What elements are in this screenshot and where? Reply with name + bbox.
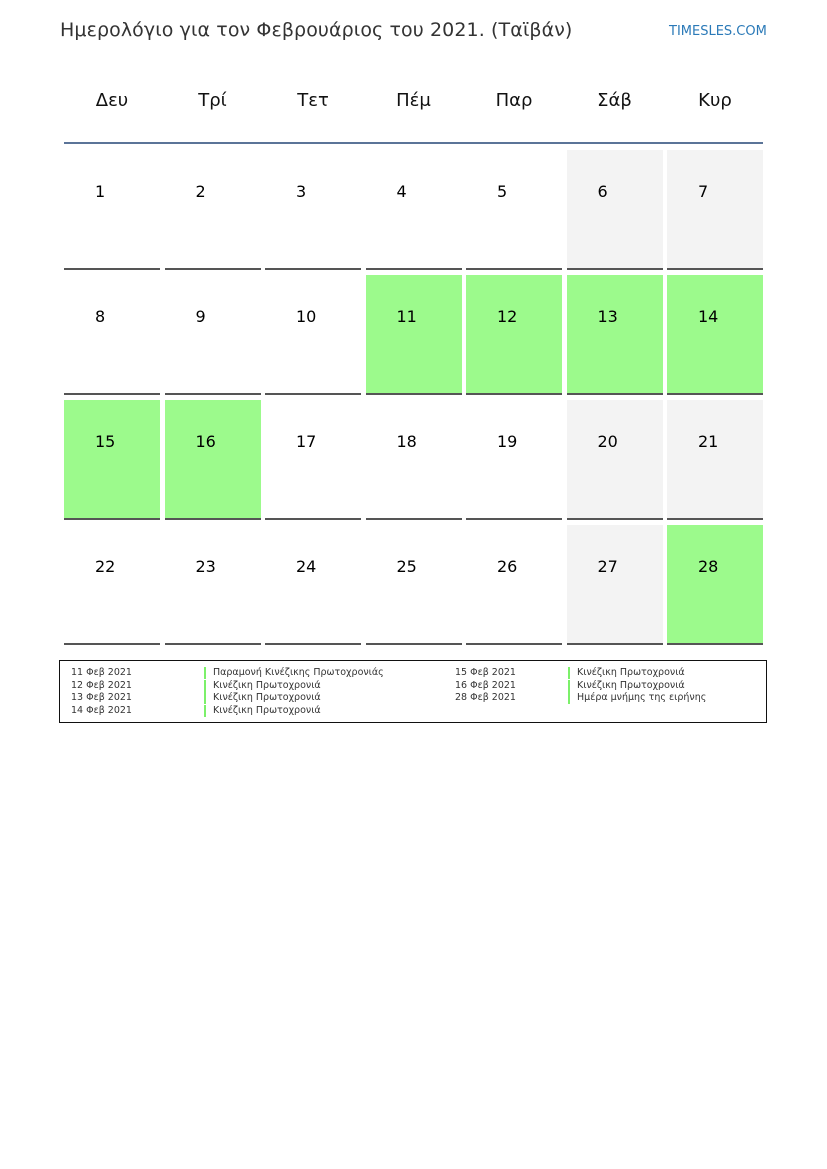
day-number: 27 bbox=[597, 557, 618, 576]
day-cell[interactable] bbox=[667, 150, 763, 270]
day-cell[interactable] bbox=[64, 150, 160, 270]
holiday-date: 13 Φεβ 2021 bbox=[71, 692, 132, 704]
holiday-name: Παραμονή Κινέζικης Πρωτοχρονιάς bbox=[204, 667, 384, 679]
day-number: 20 bbox=[597, 432, 618, 451]
day-number: 15 bbox=[95, 432, 116, 451]
day-number: 10 bbox=[296, 307, 317, 326]
day-cell[interactable] bbox=[366, 400, 462, 520]
day-number: 2 bbox=[195, 182, 206, 201]
site-link[interactable]: TIMESLES.COM bbox=[669, 24, 767, 39]
weekday-monday: Δευ bbox=[95, 90, 129, 111]
day-number: 25 bbox=[396, 557, 417, 576]
day-number: 17 bbox=[296, 432, 317, 451]
day-number: 18 bbox=[396, 432, 417, 451]
day-cell[interactable] bbox=[567, 525, 663, 645]
page-title: Ημερολόγιο για τον Φεβρουάριος του 2021. (Ταϊβάν) bbox=[60, 19, 573, 41]
day-number: 28 bbox=[698, 557, 719, 576]
day-cell[interactable] bbox=[265, 525, 361, 645]
day-cell[interactable] bbox=[165, 150, 261, 270]
day-cell[interactable] bbox=[265, 150, 361, 270]
weekday-wednesday: Τετ bbox=[297, 90, 329, 111]
holiday-name: Ημέρα μνήμης της ειρήνης bbox=[568, 692, 706, 704]
day-number: 16 bbox=[195, 432, 216, 451]
day-number: 6 bbox=[597, 182, 608, 201]
day-cell[interactable] bbox=[667, 400, 763, 520]
day-number: 8 bbox=[95, 307, 106, 326]
day-cell[interactable] bbox=[466, 275, 562, 395]
day-number: 5 bbox=[497, 182, 508, 201]
holiday-date: 28 Φεβ 2021 bbox=[455, 692, 516, 704]
day-cell[interactable] bbox=[667, 525, 763, 645]
weekday-friday: Παρ bbox=[495, 90, 533, 111]
day-cell[interactable] bbox=[165, 525, 261, 645]
day-number: 14 bbox=[698, 307, 719, 326]
day-cell[interactable] bbox=[466, 150, 562, 270]
day-cell[interactable] bbox=[567, 400, 663, 520]
day-cell[interactable] bbox=[165, 400, 261, 520]
weekday-tuesday: Τρί bbox=[198, 90, 227, 111]
day-number: 9 bbox=[195, 307, 206, 326]
holiday-name: Κινέζικη Πρωτοχρονιά bbox=[204, 680, 321, 692]
day-cell[interactable] bbox=[567, 150, 663, 270]
day-cell[interactable] bbox=[567, 275, 663, 395]
day-cell[interactable] bbox=[64, 275, 160, 395]
holiday-date: 11 Φεβ 2021 bbox=[71, 667, 132, 678]
day-cell[interactable] bbox=[466, 400, 562, 520]
holiday-name: Κινέζικη Πρωτοχρονιά bbox=[568, 680, 685, 692]
day-number: 4 bbox=[396, 182, 407, 201]
day-number: 19 bbox=[497, 432, 518, 451]
day-number: 21 bbox=[698, 432, 719, 451]
holiday-legend bbox=[59, 660, 767, 723]
day-cell[interactable] bbox=[64, 525, 160, 645]
day-cell[interactable] bbox=[366, 275, 462, 395]
weekday-sunday: Κυρ bbox=[698, 90, 732, 111]
day-number: 22 bbox=[95, 557, 116, 576]
day-cell[interactable] bbox=[265, 400, 361, 520]
holiday-name: Κινέζικη Πρωτοχρονιά bbox=[204, 705, 321, 717]
weekday-thursday: Πέμ bbox=[396, 90, 431, 111]
day-number: 11 bbox=[396, 307, 417, 326]
holiday-name: Κινέζικη Πρωτοχρονιά bbox=[568, 667, 685, 679]
holiday-date: 15 Φεβ 2021 bbox=[455, 667, 516, 678]
day-cell[interactable] bbox=[265, 275, 361, 395]
day-number: 24 bbox=[296, 557, 317, 576]
day-cell[interactable] bbox=[667, 275, 763, 395]
day-number: 3 bbox=[296, 182, 307, 201]
day-number: 23 bbox=[195, 557, 216, 576]
day-number: 12 bbox=[497, 307, 518, 326]
day-cell[interactable] bbox=[64, 400, 160, 520]
day-cell[interactable] bbox=[165, 275, 261, 395]
day-cell[interactable] bbox=[466, 525, 562, 645]
day-number: 13 bbox=[597, 307, 618, 326]
day-number: 26 bbox=[497, 557, 518, 576]
holiday-date: 16 Φεβ 2021 bbox=[455, 679, 516, 691]
day-cell[interactable] bbox=[366, 150, 462, 270]
day-cell[interactable] bbox=[366, 525, 462, 645]
holiday-date: 14 Φεβ 2021 bbox=[71, 704, 132, 716]
holiday-date: 12 Φεβ 2021 bbox=[71, 679, 132, 691]
day-number: 1 bbox=[95, 182, 106, 201]
holiday-name: Κινέζικη Πρωτοχρονιά bbox=[204, 692, 321, 704]
day-number: 7 bbox=[698, 182, 709, 201]
weekday-saturday: Σάβ bbox=[597, 90, 632, 111]
